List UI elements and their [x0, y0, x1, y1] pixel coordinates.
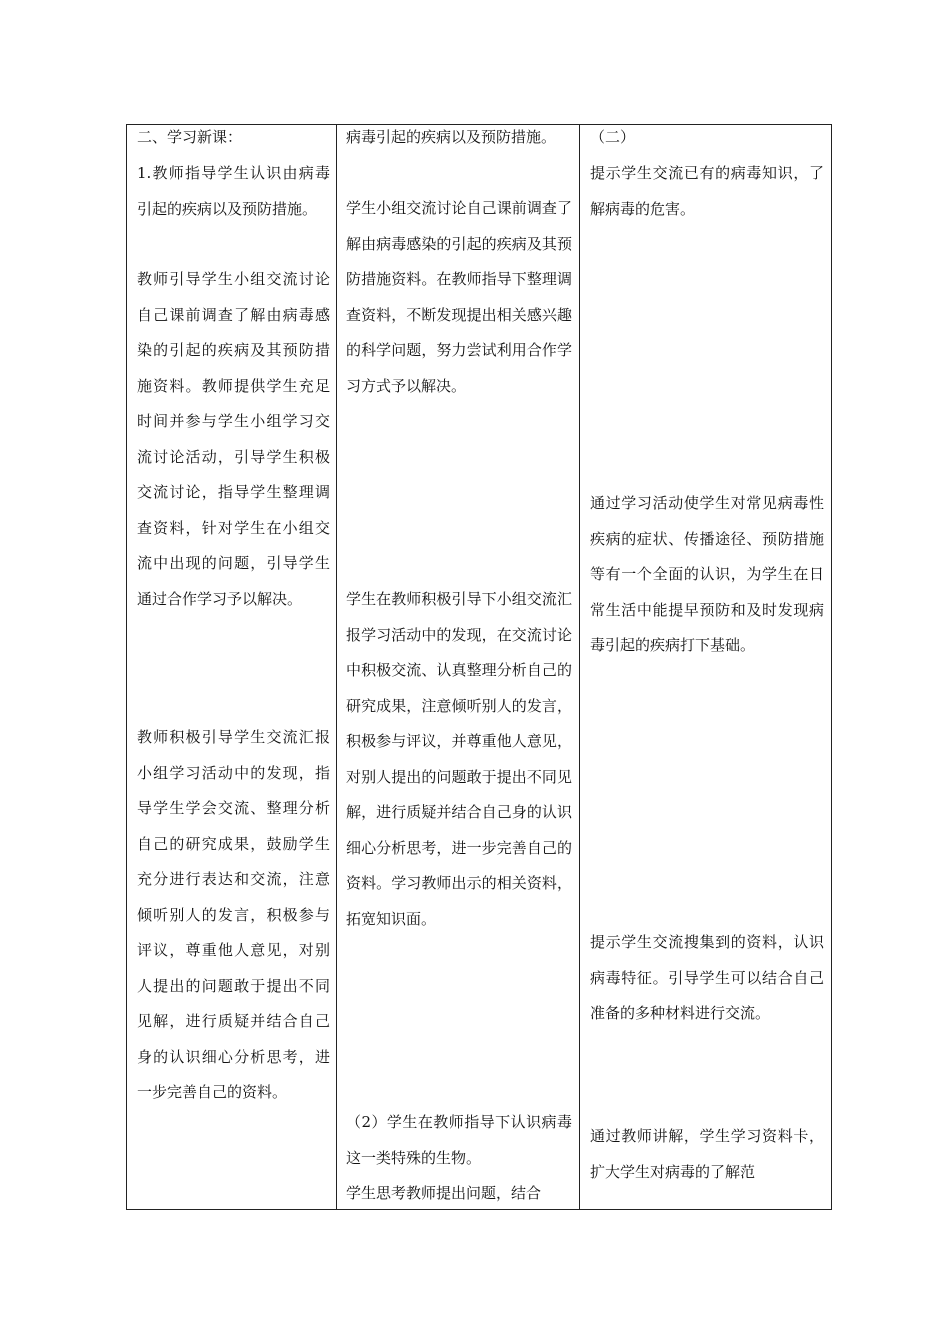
student-activity-column	[337, 125, 580, 1209]
student-report: 学生在教师积极引导下小组交流汇报学习活动中的发现，在交流讨论中积极交流、认真整理分析自己的研究成果，注意倾听别人的发言，积极参与评议，并尊重他人意见，对别人提出的问题敢于提出不同见解，进行质疑并结合自己身的认识细心分析思考，进一步完善自己的资料。学习教师出示的相关资料，拓宽知识面。	[346, 590, 572, 928]
teacher-activity-column	[127, 125, 337, 1209]
intent-share-materials: 提示学生交流搜集到的资料，认识病毒特征。引导学生可以结合自己准备的多种材料进行交流。	[590, 933, 824, 1022]
student-topic: 病毒引起的疾病以及预防措施。	[346, 128, 557, 146]
lesson-plan-table	[126, 124, 832, 1210]
student-think: 学生思考教师提出问题，结合	[346, 1184, 542, 1202]
intent-heading: （二）	[590, 128, 636, 146]
student-step-2: （2）学生在教师指导下认识病毒这一类特殊的生物。	[346, 1113, 572, 1167]
intent-full-understanding: 通过学习活动使学生对常见病毒性疾病的症状、传播途径、预防措施等有一个全面的认识，为学生在日常生活中能提早预防和及时发现病毒引起的疾病打下基础。	[590, 494, 824, 654]
teacher-guide-discussion: 教师引导学生小组交流讨论自己课前调查了解由病毒感染的引起的疾病及其预防措施资料。教师提供学生充足时间并参与学生小组学习交流讨论活动，引导学生积极交流讨论，指导学生整理调查资料，针对学生在小组交流中出现的问题，引导学生通过合作学习予以解决。	[137, 270, 330, 608]
teacher-step-1: 1.教师指导学生认识由病毒引起的疾病以及预防措施。	[137, 164, 330, 218]
teacher-guide-report: 教师积极引导学生交流汇报小组学习活动中的发现，指导学生学会交流、整理分析自己的研究成果，鼓励学生充分进行表达和交流，注意倾听别人的发言，积极参与评议，尊重他人意见，对别人提出的问题敢于提出不同见解，进行质疑并结合自己身的认识细心分析思考，进一步完善自己的资料。	[137, 728, 330, 1101]
section-heading: 二、学习新课：	[137, 128, 243, 146]
design-intent-column	[580, 125, 831, 1209]
intent-share-knowledge: 提示学生交流已有的病毒知识，了解病毒的危害。	[590, 164, 824, 218]
student-group-discussion: 学生小组交流讨论自己课前调查了解由病毒感染的引起的疾病及其预防措施资料。在教师指导下整理调查资料，不断发现提出相关感兴趣的科学问题，努力尝试利用合作学习方式予以解决。	[346, 199, 572, 395]
intent-lecture: 通过教师讲解，学生学习资料卡，扩大学生对病毒的了解范	[590, 1127, 824, 1181]
